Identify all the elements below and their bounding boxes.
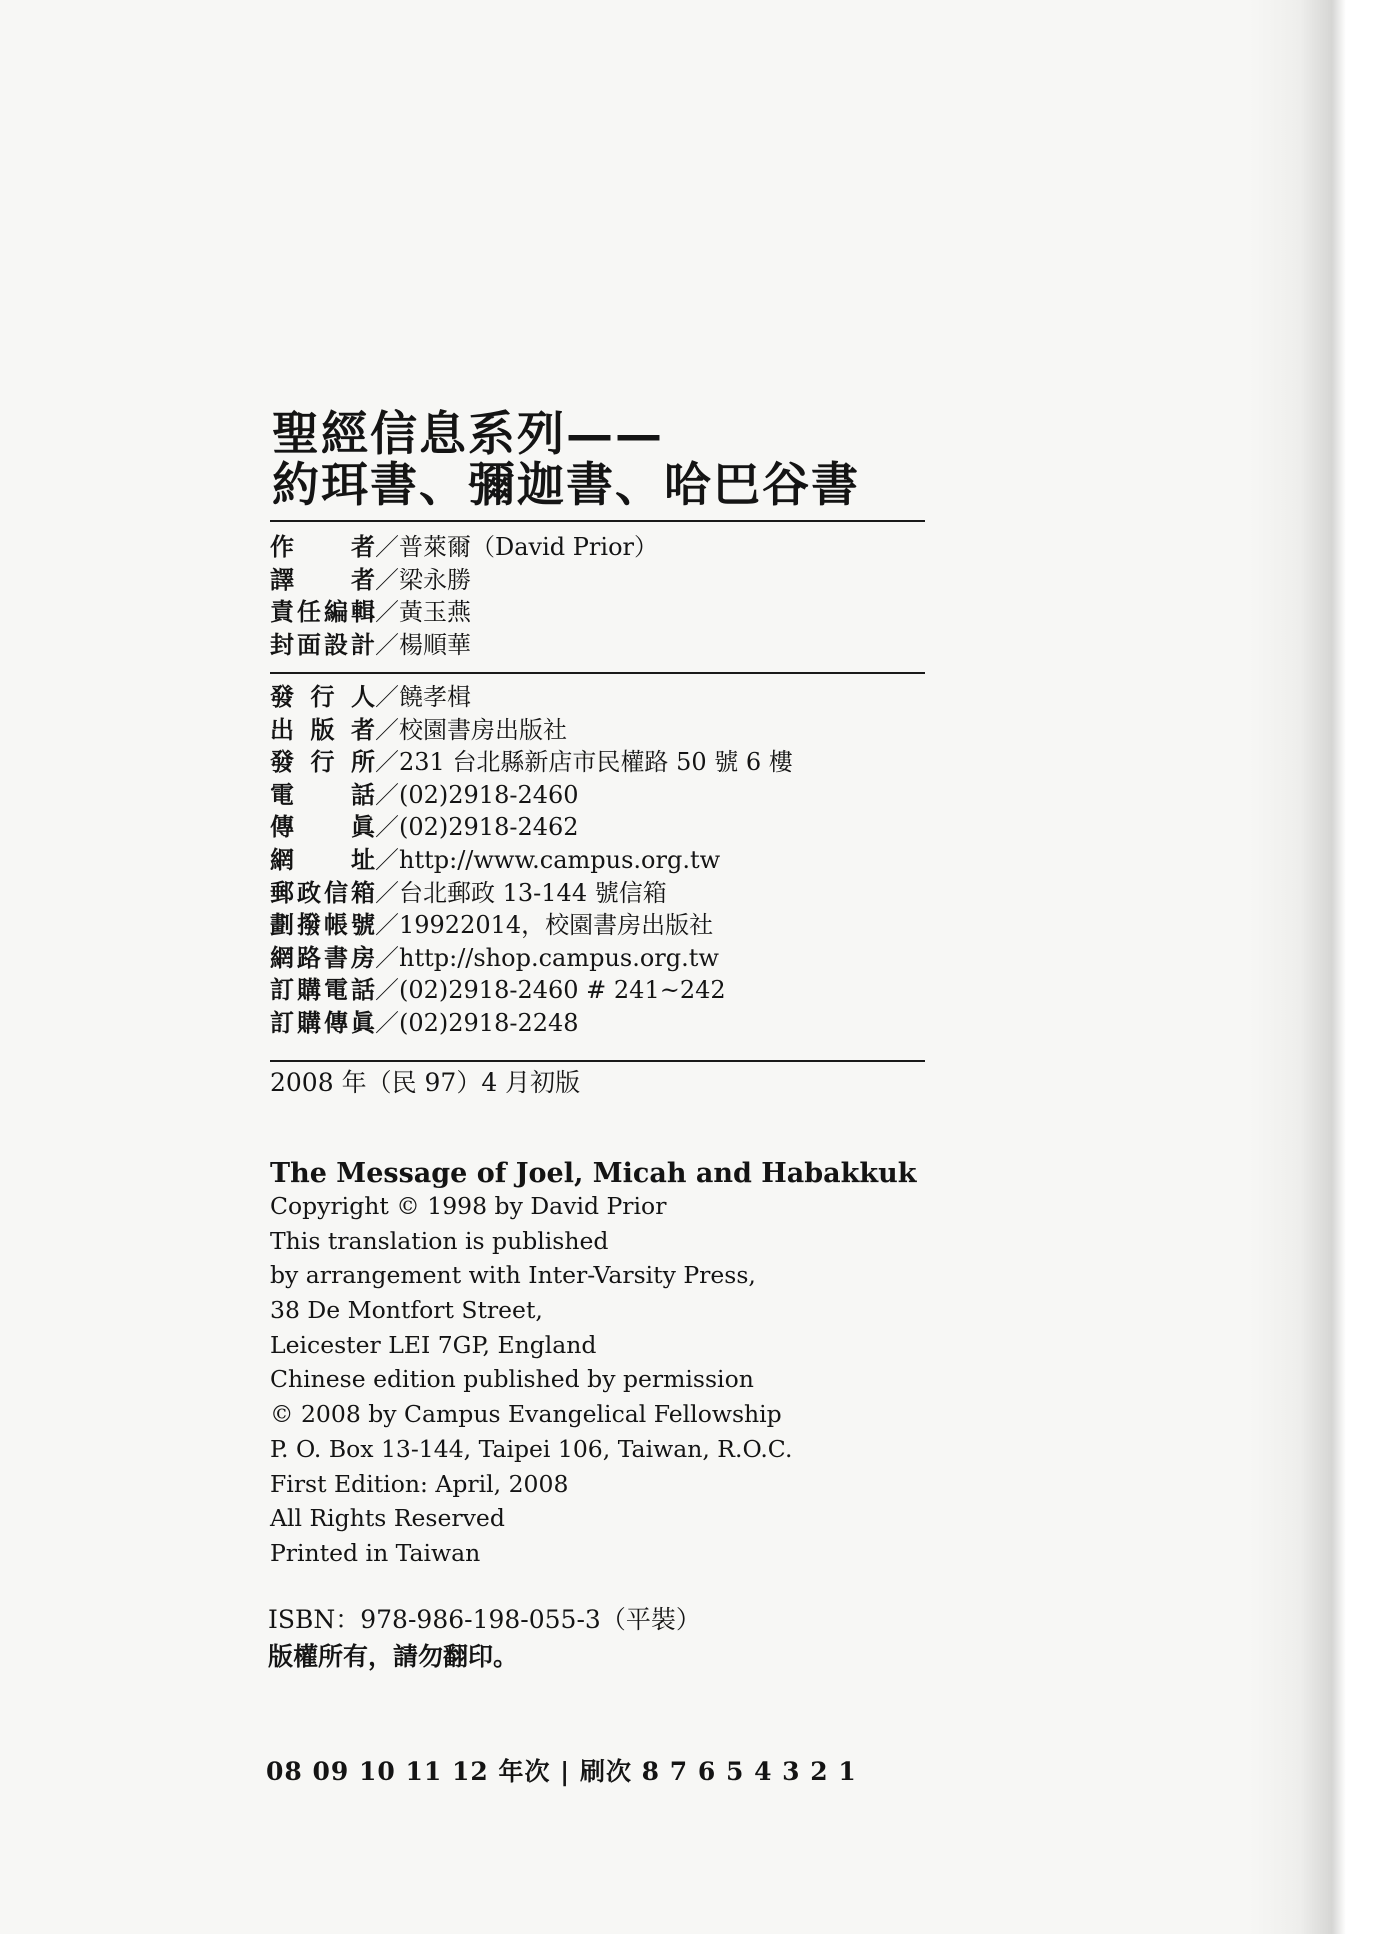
edition-statement: 2008 年（民 97）4 月初版 — [270, 1068, 581, 1097]
publisher-value: (02)2918-2460 — [399, 780, 579, 809]
publisher-row — [270, 742, 793, 775]
publisher-row — [270, 677, 793, 710]
series-title: 聖經信息系列—— — [272, 407, 664, 462]
publisher-label: 訂購電話 — [270, 975, 375, 1005]
publisher-row — [270, 807, 793, 840]
publisher-row — [270, 938, 793, 971]
english-title: The Message of Joel, Micah and Habakkuk — [270, 1158, 917, 1189]
copyright-line: Chinese edition published by permission — [270, 1365, 754, 1394]
divider-rule — [270, 1060, 925, 1062]
credit-label: 作 者 — [270, 532, 375, 561]
copyright-line: © 2008 by Campus Evangelical Fellowship — [270, 1400, 782, 1429]
publisher-row — [270, 840, 793, 873]
publisher-row — [270, 905, 793, 938]
print-line: 08 09 10 11 12 年次 | 刷次 8 7 6 5 4 3 2 1 — [266, 1757, 857, 1786]
separator: ／ — [375, 813, 399, 842]
copyright-line: Copyright © 1998 by David Prior — [270, 1192, 667, 1220]
publisher-value: 校園書房出版社 — [399, 715, 567, 744]
credit-label: 封面設計 — [270, 629, 375, 659]
separator: ／ — [375, 748, 399, 777]
book-title: 約珥書、彌迦書、哈巴谷書 — [272, 458, 860, 513]
publisher-value: 19922014，校園書房出版社 — [399, 911, 714, 940]
publisher-label: 傳 眞 — [270, 812, 375, 842]
publisher-label: 郵政信箱 — [270, 877, 375, 907]
separator: ／ — [375, 845, 399, 874]
separator: ／ — [375, 911, 399, 940]
credit-value: 梁永勝 — [399, 565, 471, 594]
publisher-row — [270, 710, 793, 743]
publisher-row — [270, 775, 793, 808]
copyright-line: Printed in Taiwan — [270, 1538, 481, 1567]
publisher-label: 出版者 — [270, 714, 375, 744]
copyright-line: 38 De Montfort Street, — [270, 1296, 543, 1325]
credit-value: 普萊爾（David Prior） — [399, 533, 658, 561]
credits-list — [270, 527, 658, 657]
credit-row — [270, 560, 658, 593]
publisher-info-list — [270, 677, 793, 1036]
credit-label: 譯 者 — [270, 564, 375, 594]
credit-value: 黃玉燕 — [399, 598, 471, 627]
separator: ／ — [375, 780, 399, 809]
separator: ／ — [375, 943, 399, 972]
copyright-line: by arrangement with Inter-Varsity Press, — [270, 1261, 756, 1290]
credit-row — [270, 592, 658, 625]
publisher-row — [270, 970, 793, 1003]
copyright-line: Leicester LEI 7GP, England — [270, 1330, 597, 1359]
publisher-row — [270, 873, 793, 906]
divider-rule — [270, 672, 925, 674]
copyright-line: First Edition: April, 2008 — [270, 1469, 569, 1498]
credit-value: 楊順華 — [399, 630, 471, 659]
publisher-label: 網路書房 — [270, 942, 375, 972]
separator: ／ — [375, 1008, 399, 1037]
separator: ／ — [375, 630, 399, 659]
copyright-line: All Rights Reserved — [270, 1504, 505, 1533]
separator: ／ — [375, 533, 399, 561]
divider-rule — [270, 520, 925, 522]
credit-label: 責任編輯 — [270, 597, 375, 627]
separator: ／ — [375, 715, 399, 744]
separator: ／ — [375, 683, 399, 711]
publisher-label: 發行所 — [270, 747, 375, 777]
publisher-label: 網 址 — [270, 844, 375, 874]
publisher-label: 電 話 — [270, 779, 375, 809]
publisher-value: (02)2918-2462 — [399, 813, 579, 842]
separator: ／ — [375, 878, 399, 907]
isbn: ISBN：978-986-198-055-3（平裝） — [268, 1605, 701, 1634]
publisher-label: 劃撥帳號 — [270, 910, 375, 940]
separator: ／ — [375, 598, 399, 627]
publisher-value: http://www.campus.org.tw — [399, 845, 721, 874]
publisher-value: 231 台北縣新店市民權路 50 號 6 樓 — [399, 748, 793, 777]
publisher-label: 訂購傳眞 — [270, 1007, 375, 1037]
publisher-value: (02)2918-2460 # 241~242 — [399, 976, 726, 1005]
rights-notice: 版權所有，請勿翻印。 — [268, 1642, 519, 1671]
publisher-label: 發行人 — [270, 682, 375, 711]
publisher-value: (02)2918-2248 — [399, 1008, 579, 1037]
separator: ／ — [375, 565, 399, 594]
copyright-line: P. O. Box 13-144, Taipei 106, Taiwan, R.O.C. — [270, 1434, 793, 1463]
publisher-value: 饒孝楫 — [399, 683, 471, 711]
page-edge — [1250, 0, 1400, 1934]
english-copyright-block — [270, 1192, 792, 1574]
separator: ／ — [375, 976, 399, 1005]
publisher-value: http://shop.campus.org.tw — [399, 943, 719, 972]
publisher-row — [270, 1003, 793, 1036]
credit-row — [270, 625, 658, 658]
publisher-value: 台北郵政 13-144 號信箱 — [399, 878, 667, 907]
credit-row — [270, 527, 658, 560]
copyright-line: This translation is published — [270, 1226, 609, 1255]
